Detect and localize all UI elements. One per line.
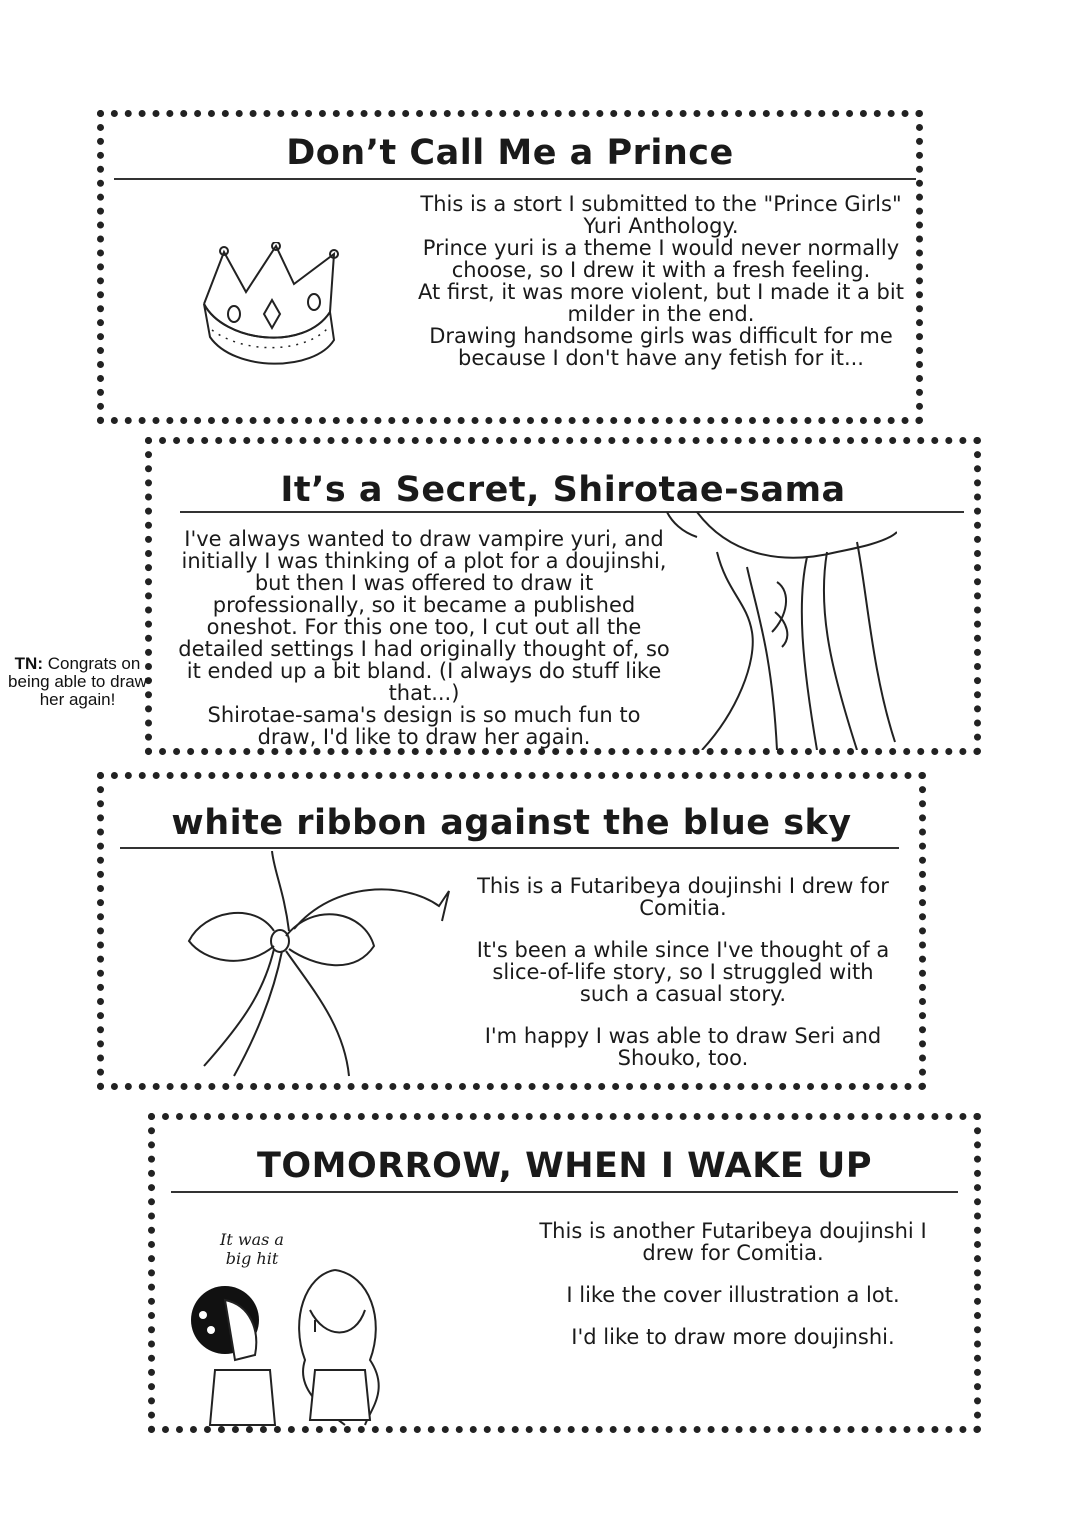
section-tomorrow [148,1113,981,1433]
paragraph: I've always wanted to draw vampire yuri, and initially I was thinking of a plot for a doujinshi, but then I was offered to draw it professionally, so it became a published oneshot. For this one too, I cut out all the detailed settings I had originally thought of, so it ended up a bit bland. (I always do stuff like that...) [178,527,670,705]
tn-text: Congrats on being able to draw her again! [8,654,147,709]
translator-note [0,655,155,709]
paragraph: This is another Futaribeya doujinshi I drew for Comitia. [539,1219,927,1265]
section-ribbon [97,772,926,1090]
divider [114,178,916,180]
divider [171,1191,958,1193]
section-shirotae [145,437,981,755]
section-title: It’s a Secret, Shirotae-sama [280,470,846,510]
paragraph: It's been a while since I've thought of a slice-of-life story, so I struggled with such a casual story. [476,938,890,1006]
illustration-caption: It was a big hit [220,1230,284,1268]
paragraph: I like the cover illustration a lot. [566,1283,900,1307]
section-prince [97,110,923,424]
section-body [468,875,898,1069]
section-title: Don’t Call Me a Prince [286,133,734,173]
paragraph: This is a Futaribeya doujinshi I drew for Comitia. [477,874,889,920]
paragraph: I'd like to draw more doujinshi. [571,1325,895,1349]
tn-label: TN: [14,654,43,673]
section-body [400,193,922,369]
paragraph: I'm happy I was able to draw Seri and Shouko, too. [484,1024,882,1070]
section-title: TOMORROW, WHEN I WAKE UP [257,1146,872,1186]
paragraph: At first, it was more violent, but I made it a bit milder in the end. [418,280,904,326]
paragraph: This is a stort I submitted to the "Prince Girls" Yuri Anthology. [420,192,902,238]
section-body [533,1220,933,1348]
shirotae-hair-illustration [657,512,897,750]
paragraph: Drawing handsome girls was difficult for me because I don't have any fetish for it... [429,324,893,370]
section-body [176,528,672,748]
paragraph: Prince yuri is a theme I would never normally choose, so I drew it with a fresh feeling. [422,236,900,282]
characters-illustration [175,1260,405,1430]
paragraph: Shirotae-sama's design is so much fun to draw, I'd like to draw her again. [207,703,641,749]
section-title: white ribbon against the blue sky [171,803,852,843]
crown-illustration [184,242,354,377]
ribbon-illustration [174,851,464,1081]
divider [120,847,899,849]
